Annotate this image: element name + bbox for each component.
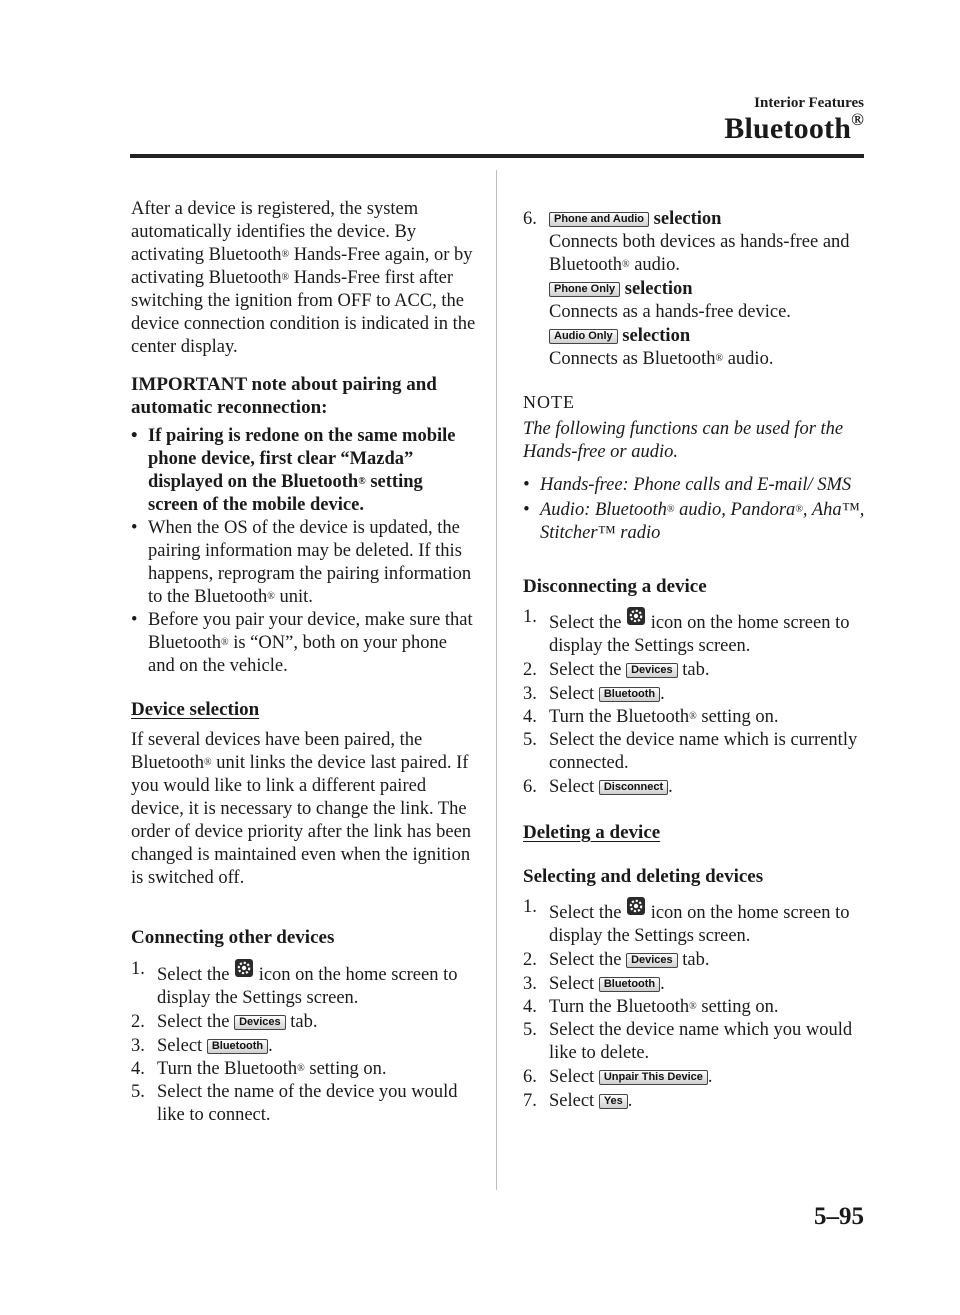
option-desc-b: audio. [629, 255, 680, 275]
bullet-mark: • [523, 475, 530, 495]
delete-step-4 [523, 996, 873, 1019]
step-text: Select the device name which you would like to delete. [549, 1020, 853, 1063]
step-text [157, 1011, 476, 1034]
step-text [549, 683, 873, 706]
intro-text-3: Hands-Free first after switching the ignition from OFF to ACC, the device connection condition is indicated in the center display. [131, 268, 476, 357]
registered-mark: ® [795, 504, 803, 515]
bluetooth-button[interactable]: Bluetooth [599, 977, 660, 992]
registered-mark: ® [203, 757, 212, 768]
devices-tab-button[interactable]: Devices [234, 1015, 286, 1030]
disconnect-step-2 [523, 659, 873, 682]
audio-only-button[interactable]: Audio Only [549, 329, 618, 344]
registered-mark: ® [281, 249, 290, 260]
option-label: selection [653, 209, 722, 229]
settings-gear-icon [626, 606, 646, 626]
step-text-a: Select the [549, 950, 622, 970]
step-text-b: . [660, 684, 665, 704]
bullet-text-a: If pairing is redone on the same mobile phone device, first clear “Mazda” displayed on the Bluetooth [148, 426, 456, 492]
delete-step-7 [523, 1090, 873, 1113]
connect-step-4 [131, 1058, 476, 1081]
bullet-text-a: Before you pair your device, make sure that Bluetooth [148, 610, 473, 653]
settings-gear-icon [626, 896, 646, 916]
yes-button[interactable]: Yes [599, 1094, 628, 1109]
option-desc [549, 348, 873, 371]
connect-step-3 [131, 1035, 476, 1058]
device-selection-text-a: If several devices have been paired, the Bluetooth [131, 730, 423, 773]
bullet-mark: • [131, 518, 138, 538]
step-text [549, 973, 873, 996]
registered-mark: ® [297, 1063, 305, 1074]
step-text-b: icon on the home screen to display the Settings screen. [157, 965, 458, 1008]
step-text-a: Select the [157, 965, 230, 985]
step-text-b: setting on. [696, 707, 779, 727]
bullet-text [148, 425, 476, 517]
delete-step-1 [523, 896, 873, 948]
connect-step-2 [131, 1011, 476, 1034]
step-number: 4. [131, 1059, 145, 1079]
step-text [549, 706, 873, 729]
step-text-b: icon on the home screen to display the Settings screen. [549, 613, 850, 656]
step-text-b: setting on. [304, 1059, 387, 1079]
step-number: 1. [131, 959, 145, 979]
bullet-mark: • [523, 500, 530, 520]
header-rule [130, 154, 864, 158]
step-text [549, 606, 873, 658]
right-column [523, 208, 873, 1113]
option-phone-only [549, 278, 873, 301]
step-text-b: tab. [682, 950, 710, 970]
important-bullet-1 [131, 425, 476, 517]
step-number: 6. [523, 1067, 537, 1087]
step-text [157, 958, 476, 1010]
bullet-mark: • [131, 610, 138, 630]
note-heading: NOTE [523, 392, 575, 412]
step-text-b: tab. [682, 660, 710, 680]
option-desc: Connects as a hands-free device. [549, 302, 791, 322]
step-text-a: Select [549, 974, 595, 994]
step-number: 4. [523, 707, 537, 727]
select-delete-heading: Selecting and deleting devices [523, 866, 764, 887]
bullet-text-c: , Aha™, Stitcher™ radio [540, 500, 865, 543]
phone-only-button[interactable]: Phone Only [549, 282, 620, 297]
step-text-a: Select [157, 1036, 203, 1056]
step-text-b: icon on the home screen to display the Settings screen. [549, 903, 850, 946]
step-text-a: Turn the Bluetooth [157, 1059, 298, 1079]
running-header-title [724, 112, 864, 146]
connecting-heading: Connecting other devices [131, 927, 335, 948]
bullet-text-b: audio, Pandora [674, 500, 796, 520]
step-number: 4. [523, 997, 537, 1017]
column-divider [496, 170, 497, 1190]
important-bullet-2 [131, 517, 476, 609]
option-desc [549, 231, 873, 277]
step-number: 6. [523, 777, 537, 797]
step-number: 5. [523, 1020, 537, 1040]
step-text-a: Select the [549, 660, 622, 680]
bullet-mark: • [131, 426, 138, 446]
step-text-b: . [627, 1091, 633, 1111]
unpair-this-device-button[interactable]: Unpair This Device [599, 1070, 708, 1085]
step-text-a: Select [549, 684, 595, 704]
delete-step-3 [523, 973, 873, 996]
bullet-text [148, 517, 476, 609]
device-selection-paragraph [131, 729, 476, 890]
step-text [157, 1058, 476, 1081]
registered-mark: ® [621, 259, 630, 270]
registered-mark: ® [666, 504, 675, 515]
registered-mark: ® [220, 637, 229, 648]
delete-heading: Deleting a device [523, 822, 661, 843]
step-number: 3. [523, 684, 537, 704]
disconnect-step-1 [523, 606, 873, 658]
step-number: 2. [131, 1012, 145, 1032]
step-text-a: Turn the Bluetooth [549, 997, 690, 1017]
option-desc-b: audio. [723, 349, 774, 369]
step-number: 3. [131, 1036, 145, 1056]
step-text-a: Select [549, 1067, 595, 1087]
bullet-text-b: setting screen of the mobile device. [148, 472, 423, 515]
phone-and-audio-button[interactable]: Phone and Audio [549, 212, 649, 227]
devices-tab-button[interactable]: Devices [626, 953, 678, 968]
step-text [549, 896, 873, 948]
registered-mark: ® [689, 1001, 697, 1012]
bullet-text: Hands-free: Phone calls and E-mail/ SMS [540, 475, 852, 495]
step-text-a: Select the [549, 613, 622, 633]
step-text-a: Turn the Bluetooth [549, 707, 690, 727]
step-number: 7. [523, 1091, 537, 1111]
step-number: 1. [523, 897, 537, 917]
step-text-b: . [668, 777, 673, 797]
option-label: selection [624, 279, 693, 299]
step-text [549, 776, 873, 799]
step-number: 5. [131, 1082, 145, 1102]
option-audio-only [549, 325, 873, 348]
bullet-text [148, 609, 476, 678]
left-column [131, 198, 476, 1127]
bullet-text-b: unit. [274, 587, 313, 607]
note-bullet-1 [523, 474, 873, 497]
step-text [549, 1066, 873, 1089]
step-text [549, 1090, 873, 1113]
step-text-a: Select [549, 1091, 595, 1111]
step-text [157, 1035, 476, 1058]
registered-mark: ® [851, 110, 864, 129]
option-desc-a: Connects as Bluetooth [549, 349, 716, 369]
step-number: 6. [523, 209, 537, 229]
registered-mark: ® [267, 591, 275, 602]
step-number: 3. [523, 974, 537, 994]
intro-text-2: Hands-Free again, or by activating Bluetooth [131, 245, 473, 288]
step-text-b: tab. [290, 1012, 318, 1032]
disconnect-step-3 [523, 683, 873, 706]
step-text: Select the device name which is currently connected. [549, 730, 858, 773]
option-label: selection [622, 326, 691, 346]
step-text [549, 949, 873, 972]
delete-step-2 [523, 949, 873, 972]
step-text: Select the name of the device you would like to connect. [157, 1082, 458, 1125]
delete-step-5 [523, 1019, 873, 1065]
step-number: 2. [523, 660, 537, 680]
delete-step-6 [523, 1066, 873, 1089]
registered-mark: ® [358, 476, 366, 487]
running-header-section: Interior Features [754, 95, 864, 111]
step-text-b: . [660, 974, 665, 994]
device-selection-text-b: unit links the device last paired. If you would like to link a different paired device, it is necessary to change the link. The order of device priority after the link has been changed is maintained even when the ignition is switched off. [131, 753, 472, 888]
step-options [549, 208, 873, 371]
intro-paragraph [131, 198, 476, 359]
step-text-b: setting on. [696, 997, 779, 1017]
bluetooth-button[interactable]: Bluetooth [599, 687, 660, 702]
step-number: 5. [523, 730, 537, 750]
connect-step-5 [131, 1081, 476, 1127]
disconnect-step-4 [523, 706, 873, 729]
step-number: 2. [523, 950, 537, 970]
disconnect-button[interactable]: Disconnect [599, 780, 668, 795]
page-number: 5–95 [814, 1203, 864, 1230]
registered-mark: ® [281, 272, 290, 283]
step-text-b: . [268, 1036, 273, 1056]
step-text-b: . [707, 1067, 713, 1087]
option-desc-a: Connects both devices as hands-free and Bluetooth [549, 232, 850, 275]
registered-mark: ® [715, 353, 724, 364]
device-selection-heading: Device selection [131, 699, 260, 720]
note-text: The following functions can be used for the Hands-free or audio. [523, 419, 844, 462]
step-text-a: Select the [549, 903, 622, 923]
connect-step-1 [131, 958, 476, 1010]
intro-text-1: After a device is registered, the system automatically identifies the device. By activating Bluetooth [131, 199, 419, 265]
step-text [549, 996, 873, 1019]
connect-step-6 [523, 208, 873, 371]
option-phone-and-audio [549, 208, 873, 231]
important-heading: IMPORTANT note about pairing and automatic reconnection: [131, 374, 437, 418]
note-bullet-2 [523, 499, 873, 545]
bullet-text-a: Audio: Bluetooth [540, 500, 667, 520]
settings-gear-icon [234, 958, 254, 978]
disconnect-heading: Disconnecting a device [523, 576, 707, 597]
step-text-a: Select [549, 777, 595, 797]
disconnect-step-6 [523, 776, 873, 799]
bullet-text-b: is “ON”, both on your phone and on the vehicle. [148, 633, 447, 676]
step-text-a: Select the [157, 1012, 230, 1032]
bullet-text-a: When the OS of the device is updated, the pairing information may be deleted. If this happens, reprogram the pairing information to the Bluetooth [148, 518, 472, 607]
registered-mark: ® [689, 711, 697, 722]
step-text [549, 659, 873, 682]
step-number: 1. [523, 607, 537, 627]
important-bullet-3 [131, 609, 476, 678]
devices-tab-button[interactable]: Devices [626, 663, 678, 678]
header-title-text: Bluetooth [724, 112, 852, 145]
disconnect-step-5 [523, 729, 873, 775]
bullet-text [540, 499, 873, 545]
bluetooth-button[interactable]: Bluetooth [207, 1039, 268, 1054]
